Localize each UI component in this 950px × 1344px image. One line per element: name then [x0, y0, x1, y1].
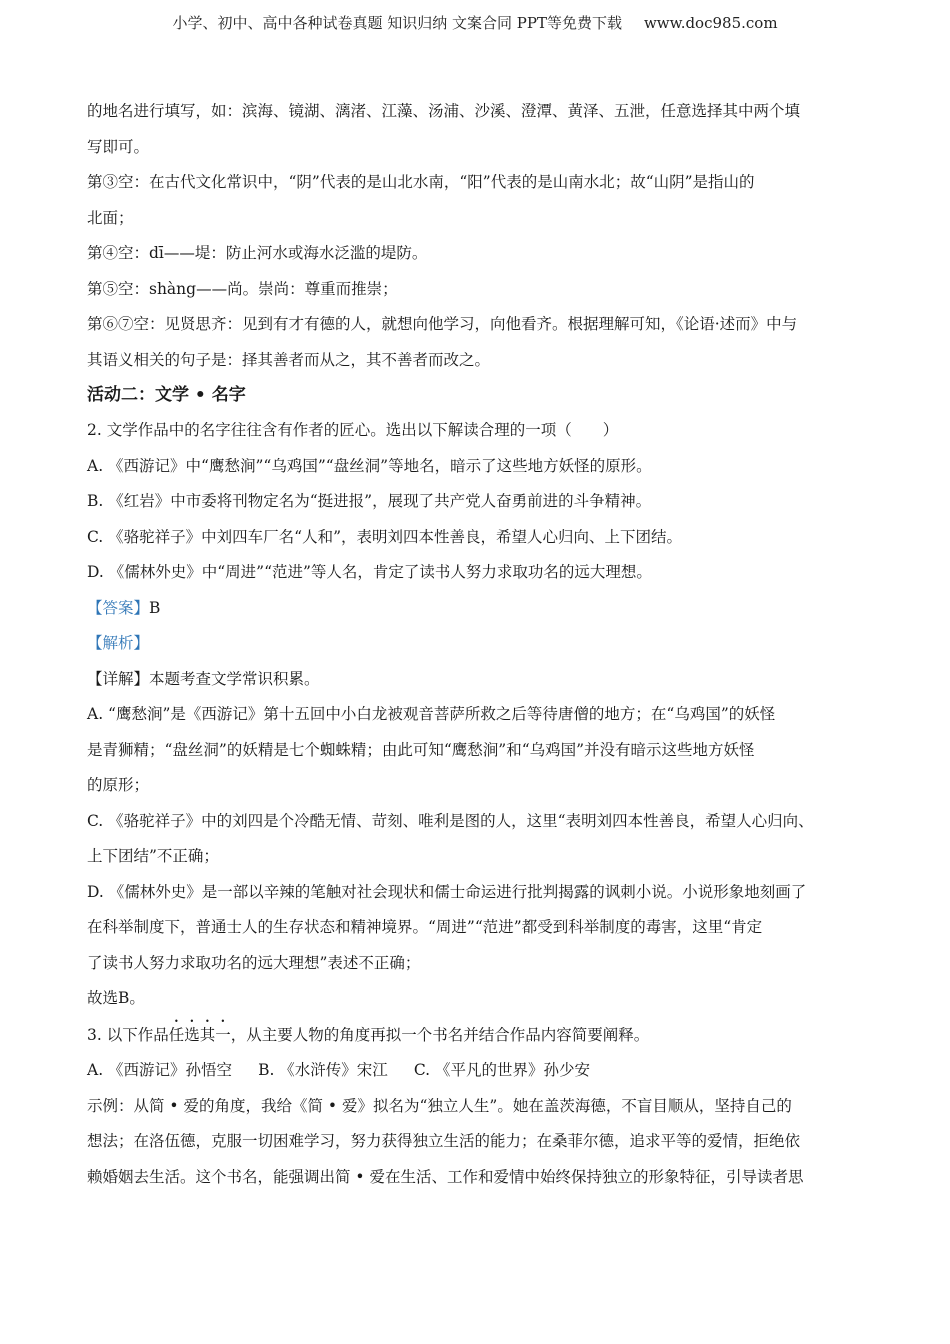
example-line: 示例：从简 • 爱的角度，我给《简 • 爱》拟名为“独立人生”。她在盖茨海德，不盲目顺从，坚持自己的	[87, 1096, 792, 1115]
question-2: 2. 文学作品中的名字往往含有作者的匠心。选出以下解读合理的一项（ ）	[87, 421, 619, 439]
header-title: 小学、初中、高中各种试卷真题 知识归纳 文案合同 PPT等免费下载	[172, 14, 622, 32]
explanation-line: A. “鹰愁涧”是《西游记》第十五回中小白龙被观音菩萨所救之后等待唐僧的地方；在“乌鸡国”的妖怪	[87, 705, 776, 723]
detail-line: 【详解】本题考查文学常识积累。	[87, 669, 320, 688]
question-3	[87, 1017, 877, 1054]
text-line: 第⑥⑦空：见贤思齐：见到有才有德的人，就想向他学习，向他看齐。根据理解可知，《论语·述而》中与	[87, 315, 798, 333]
explanation-line: 故选B。	[87, 989, 145, 1007]
text-line: 北面；	[87, 208, 134, 227]
explanation-line: 上下团结”不正确；	[87, 847, 219, 865]
header-url[interactable]: www.doc985.com	[643, 14, 778, 32]
answer-line	[87, 591, 877, 627]
section-heading: 活动二：文学 • 名字	[87, 385, 246, 405]
explanation-line: D. 《儒林外史》是一部以辛辣的笔触对社会现状和儒士命运进行批判揭露的讽刺小说。小说形象地刻画了	[87, 882, 807, 901]
text-line: 的地名进行填写，如：滨海、镜湖、漓渚、江藻、汤浦、沙溪、澄潭、黄泽、五泄，任意选择其中两个填	[87, 102, 801, 120]
example-line: 赖婚姻去生活。这个书名，能强调出简 • 爱在生活、工作和爱情中始终保持独立的形象特征，引导读者思	[87, 1167, 804, 1186]
q3-emphasis: 任选其一	[168, 1025, 231, 1044]
q3-option-a: A. 《西游记》孙悟空	[87, 1061, 233, 1079]
explanation-line: 是青狮精；“盘丝洞”的妖精是七个蜘蛛精；由此可知“鹰愁涧”和“乌鸡国”并没有暗示这些地方妖怪	[87, 740, 755, 759]
text-line: 第⑤空：shàng——尚。崇尚：尊重而推崇；	[87, 279, 398, 298]
option-a: A. 《西游记》中“鹰愁涧”“乌鸡国”“盘丝洞”等地名，暗示了这些地方妖怪的原形。	[87, 456, 652, 475]
q3-prefix: 3. 以下作品	[87, 1025, 169, 1044]
explanation-line: 了读书人努力求取功名的远大理想”表述不正确；	[87, 953, 421, 972]
text-line: 写即可。	[87, 137, 150, 156]
option-b: B. 《红岩》中市委将刊物定名为“挺进报”，展现了共产党人奋勇前进的斗争精神。	[87, 492, 652, 510]
text-line: 第③空：在古代文化常识中，“阴”代表的是山北水南，“阳”代表的是山南水北；故“山阴”是指山的	[87, 173, 755, 191]
text-line: 其语义相关的句子是：择其善者而从之，其不善者而改之。	[87, 350, 491, 369]
option-d: D. 《儒林外史》中“周进”“范进”等人名，肯定了读书人努力求取功名的远大理想。	[87, 563, 652, 581]
explanation-line: 在科举制度下，普通士人的生存状态和精神境界。“周进”“范进”都受到科举制度的毒害，这里“肯定	[87, 918, 763, 936]
q3-options	[87, 1053, 877, 1089]
q3-option-c: C. 《平凡的世界》孙少安	[413, 1061, 590, 1079]
explanation-line: C. 《骆驼祥子》中的刘四是个冷酷无情、苛刻、唯利是图的人，这里“表明刘四本性善良，希望人心归向、	[87, 811, 814, 830]
answer-value: B	[149, 598, 161, 617]
document-body	[87, 94, 877, 1195]
analysis-label: 【解析】	[87, 634, 150, 652]
text-line: 第④空：dī——堤：防止河水或海水泛滥的堤防。	[87, 244, 428, 262]
option-c: C. 《骆驼祥子》中刘四车厂名“人和”，表明刘四本性善良，希望人心归向、上下团结。	[87, 527, 683, 546]
answer-label: 【答案】	[87, 598, 150, 617]
example-line: 想法；在洛伍德，克服一切困难学习，努力获得独立生活的能力；在桑菲尔德，追求平等的爱情，拒绝依	[87, 1132, 801, 1150]
page-header	[0, 12, 950, 33]
explanation-line: 的原形；	[87, 776, 150, 794]
q3-option-b: B. 《水浒传》宋江	[258, 1061, 388, 1079]
q3-suffix: ，从主要人物的角度再拟一个书名并结合作品内容简要阐释。	[230, 1025, 650, 1044]
